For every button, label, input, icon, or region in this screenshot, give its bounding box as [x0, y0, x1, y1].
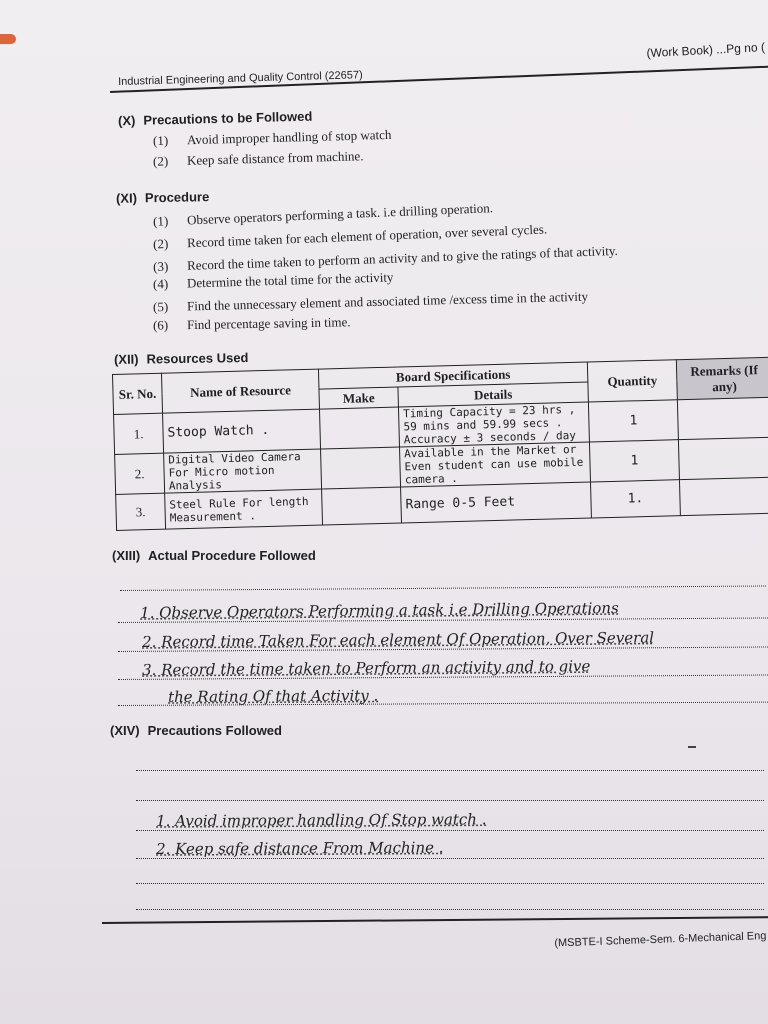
- cell-make: [319, 407, 399, 449]
- section-number: (XIV): [110, 723, 140, 738]
- cell-details: Available in the Market or Even student can use mobile camera .: [400, 442, 591, 487]
- item-text: Avoid improper handling of stop watch: [186, 126, 392, 148]
- item-text: Find the unnecessary element and associated time /excess time in the activity: [186, 288, 589, 314]
- footer-text: (MSBTE-I Scheme-Sem. 6-Mechanical Eng: [553, 930, 767, 950]
- section-heading: Resources Used: [146, 350, 249, 367]
- section-heading: Precautions to be Followed: [143, 108, 313, 128]
- section-number: (XII): [113, 351, 139, 367]
- item-text: Observe operators performing a task. i.e drilling operation.: [186, 200, 494, 228]
- item-number: (4): [152, 276, 169, 292]
- item-number: (2): [152, 153, 169, 169]
- precaution-item: [153, 148, 364, 170]
- item-number: (3): [152, 258, 169, 275]
- cell-resource-name: Stoop Watch .: [163, 409, 321, 453]
- cell-quantity: 1.: [590, 480, 680, 518]
- section-number: (X): [117, 112, 136, 129]
- answer-line: [136, 830, 764, 831]
- section-precautions-followed-title: [110, 723, 282, 738]
- cell-sr: 1.: [114, 413, 164, 454]
- section-number: (XI): [115, 190, 138, 206]
- page-corner-tab: [0, 34, 16, 44]
- answer-line: [136, 770, 764, 771]
- header-make: Make: [319, 387, 398, 409]
- cell-resource-name: Steel Rule For length Measurement .: [165, 489, 323, 529]
- item-number: (1): [152, 213, 169, 229]
- handwritten-line: 2. Keep safe distance From Machine .: [156, 838, 444, 858]
- item-number: (5): [152, 298, 169, 315]
- answer-line: [136, 909, 764, 910]
- cell-quantity: 1: [588, 400, 678, 442]
- item-text: Record the time taken to perform an activity and to give the ratings of that activity.: [186, 242, 619, 273]
- answer-line: [136, 858, 764, 859]
- item-number: (2): [152, 235, 169, 252]
- handwritten-line: 1. Observe Operators Performing a task i.e Drilling Operations: [140, 598, 619, 622]
- item-text: Find percentage saving in time.: [186, 314, 351, 333]
- item-text: Keep safe distance from machine.: [186, 148, 364, 168]
- item-text: Determine the total time for the activity: [186, 269, 394, 291]
- header-board-specifications: Board Specifications: [318, 362, 587, 389]
- precaution-item: [153, 127, 392, 149]
- cell-make: [321, 447, 401, 489]
- header-sr-no: Sr. No.: [113, 373, 163, 414]
- item-number: (6): [152, 317, 169, 333]
- section-heading: Actual Procedure Followed: [148, 548, 316, 563]
- section-heading: Procedure: [144, 189, 210, 206]
- cell-make: [322, 487, 402, 525]
- header-quantity: Quantity: [587, 360, 677, 402]
- answer-line: [136, 883, 764, 884]
- procedure-item: [153, 314, 351, 333]
- course-title: Industrial Engineering and Quality Control (22657): [118, 69, 363, 88]
- answer-line: [120, 585, 766, 591]
- workbook-page-number: (Work Book) ...Pg no (: [645, 40, 765, 61]
- section-actual-procedure-title: [112, 548, 316, 563]
- item-number: (1): [152, 132, 169, 149]
- section-resources-title: [114, 350, 249, 367]
- section-heading: Precautions Followed: [147, 723, 282, 738]
- header-details: Details: [398, 382, 588, 407]
- section-precautions-title: [118, 109, 313, 129]
- cell-remarks: [677, 397, 768, 439]
- handwritten-line: 3. Record the time taken to Perform an activity and to give: [142, 657, 591, 679]
- cell-remarks: [678, 437, 768, 479]
- header-remarks: Remarks (If any): [676, 357, 768, 399]
- procedure-item: [153, 289, 588, 316]
- header-name-of-resource: Name of Resource: [161, 369, 319, 413]
- section-procedure-title: [116, 189, 210, 206]
- cell-details: Timing Capacity = 23 hrs , 59 mins and 59.99 secs . Accuracy ± 3 seconds / day: [398, 402, 589, 447]
- cell-sr: 3.: [116, 493, 166, 530]
- cell-quantity: 1: [589, 440, 679, 482]
- handwritten-line: 2. Record time Taken For each element Of Operation, Over Several: [142, 628, 655, 651]
- handwritten-line: 1. Avoid improper handling Of Stop watch .: [156, 810, 487, 830]
- section-number: (XIII): [112, 548, 141, 563]
- resources-table: [112, 357, 768, 531]
- cell-resource-name: Digital Video Camera For Micro motion Analysis: [164, 449, 322, 493]
- item-text: Record time taken for each element of operation, over several cycles.: [186, 221, 548, 251]
- cell-sr: 2.: [115, 453, 165, 494]
- cell-details: Range 0-5 Feet: [401, 482, 592, 523]
- handwritten-line: the Rating Of that Activity .: [168, 686, 379, 706]
- footer-rule: [102, 916, 768, 924]
- answer-line: [136, 800, 764, 801]
- stray-mark: [688, 746, 696, 748]
- cell-remarks: [679, 477, 768, 515]
